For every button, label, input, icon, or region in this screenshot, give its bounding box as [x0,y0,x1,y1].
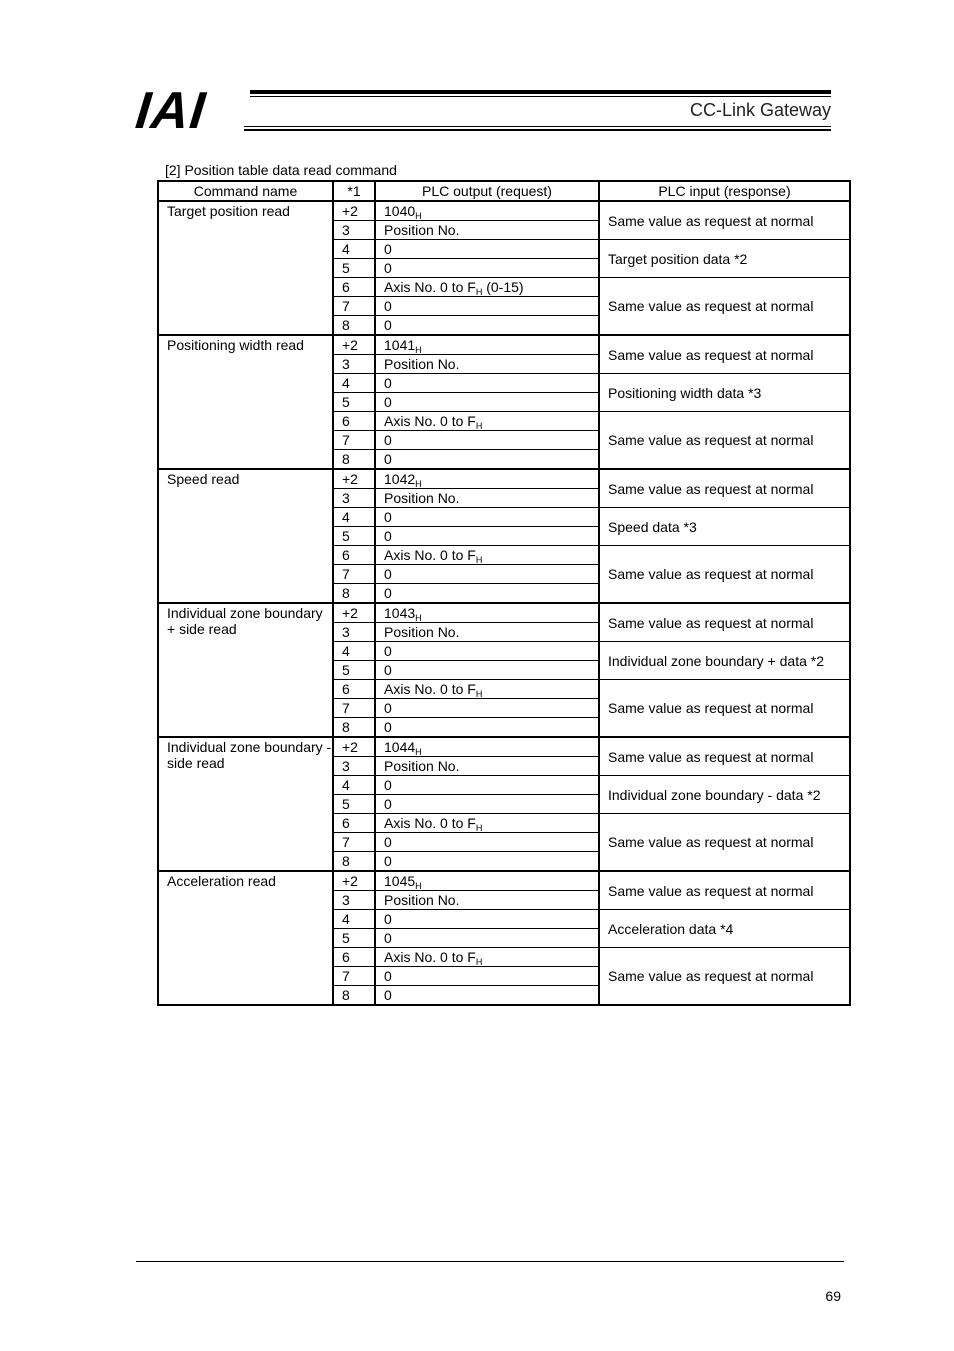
request-text: 1042 [384,471,416,487]
request-text: 0 [384,528,392,544]
request-value [375,221,599,240]
request-text: Axis No. 0 to F [384,949,476,965]
register-number: 3 [333,355,375,374]
request-text: 0 [384,432,392,448]
request-value [375,393,599,412]
register-number: 7 [333,565,375,584]
hex-suffix: H [475,555,483,565]
response-value: Same value as request at normal [599,948,850,1006]
request-text: 0 [384,700,392,716]
request-value [375,469,599,489]
register-number: +2 [333,871,375,891]
hex-suffix: H [415,881,422,891]
request-value [375,335,599,355]
request-text: Position No. [384,356,460,372]
request-value [375,278,599,297]
register-number: 8 [333,986,375,1006]
section-title: [2] Position table data read command [165,162,397,178]
register-number: 5 [333,929,375,948]
request-text: 0 [384,853,392,869]
request-value [375,450,599,470]
register-number: +2 [333,335,375,355]
request-text: 0 [384,394,392,410]
register-number: 6 [333,278,375,297]
request-text: 1044 [384,739,416,755]
table-row [158,201,850,221]
request-text: Position No. [384,222,460,238]
command-name: Positioning width read [158,335,333,469]
register-number: 5 [333,795,375,814]
product-title: CC-Link Gateway [689,100,831,120]
hex-suffix: H [415,479,422,489]
request-value [375,986,599,1006]
request-value [375,757,599,776]
request-text: 1045 [384,873,416,889]
request-value [375,297,599,316]
request-text: Axis No. 0 to F [384,413,476,429]
register-number: 8 [333,316,375,336]
register-number: 7 [333,431,375,450]
register-number: +2 [333,737,375,757]
request-text: Axis No. 0 to F [384,681,476,697]
request-value [375,642,599,661]
header-rule [250,96,831,97]
request-value [375,259,599,278]
request-value [375,948,599,967]
request-value [375,929,599,948]
request-value [375,584,599,604]
request-text: Axis No. 0 to F [384,815,476,831]
hex-suffix: H [475,957,483,967]
request-text: 0 [384,930,392,946]
column-header: Command name [158,181,333,201]
request-value [375,412,599,431]
hex-suffix: H [475,287,483,297]
hex-suffix: H [475,689,483,699]
command-name: Speed read [158,469,333,603]
request-text: Position No. [384,892,460,908]
request-value [375,489,599,508]
response-value: Individual zone boundary + data *2 [599,642,850,680]
hex-suffix: H [415,211,422,221]
column-header: PLC output (request) [375,181,599,201]
request-text: Position No. [384,490,460,506]
request-value [375,699,599,718]
response-value: Speed data *3 [599,508,850,546]
request-value [375,546,599,565]
response-value: Same value as request at normal [599,278,850,336]
footer-rule [136,1261,844,1262]
request-value [375,201,599,221]
request-value [375,910,599,929]
response-value: Same value as request at normal [599,335,850,374]
hex-suffix: H [415,747,422,757]
request-value [375,623,599,642]
response-value: Same value as request at normal [599,469,850,508]
register-number: 5 [333,661,375,680]
request-text: 0 [384,566,392,582]
response-value: Same value as request at normal [599,412,850,470]
request-text: Position No. [384,624,460,640]
register-number: 8 [333,450,375,470]
request-value [375,852,599,872]
response-value: Same value as request at normal [599,603,850,642]
request-text: 0 [384,509,392,525]
request-text: 0 [384,317,392,333]
response-value: Same value as request at normal [599,680,850,738]
register-number: 6 [333,680,375,699]
request-text: 0 [384,662,392,678]
register-number: 6 [333,412,375,431]
request-value [375,603,599,623]
hex-suffix: H [475,823,483,833]
request-value [375,316,599,336]
register-number: 8 [333,852,375,872]
request-text: 0 [384,987,392,1003]
request-value [375,431,599,450]
request-text: 0 [384,585,392,601]
register-number: 4 [333,642,375,661]
request-text: 0 [384,968,392,984]
response-value: Same value as request at normal [599,871,850,910]
hex-suffix: H [475,421,483,431]
request-value [375,527,599,546]
table-row [158,603,850,623]
hex-suffix: H [415,345,422,355]
hex-suffix: H [415,613,422,623]
register-number: 3 [333,891,375,910]
request-value [375,374,599,393]
request-value [375,355,599,374]
register-number: +2 [333,201,375,221]
request-text: 0 [384,834,392,850]
request-value [375,508,599,527]
request-text: Axis No. 0 to F [384,547,476,563]
register-number: 4 [333,776,375,795]
header-rule [244,129,831,131]
request-text: 0 [384,451,392,467]
request-value [375,680,599,699]
register-number: 6 [333,814,375,833]
request-value [375,967,599,986]
table-row [158,871,850,891]
request-text: 0 [384,911,392,927]
request-text: 0 [384,719,392,735]
command-name: Individual zone boundary - side read [158,737,333,871]
request-value [375,661,599,680]
request-value [375,718,599,738]
header-rule [244,126,831,127]
response-value: Acceleration data *4 [599,910,850,948]
column-header: *1 [333,181,375,201]
response-value: Positioning width data *3 [599,374,850,412]
response-value: Same value as request at normal [599,814,850,872]
register-number: 3 [333,757,375,776]
register-number: +2 [333,469,375,489]
register-number: 5 [333,393,375,412]
table-header-row [158,181,850,201]
request-text: 0 [384,796,392,812]
page-number: 69 [825,1288,841,1304]
request-text: 0 [384,298,392,314]
request-value [375,565,599,584]
table-row [158,737,850,757]
register-number: 5 [333,259,375,278]
register-number: 4 [333,240,375,259]
command-name: Individual zone boundary + side read [158,603,333,737]
request-text: 1041 [384,337,416,353]
request-text: 0 [384,241,392,257]
request-value [375,833,599,852]
register-number: 7 [333,297,375,316]
request-value [375,240,599,259]
table-row [158,469,850,489]
response-value: Target position data *2 [599,240,850,278]
register-number: 8 [333,584,375,604]
register-number: 6 [333,948,375,967]
column-header: PLC input (response) [599,181,850,201]
register-number: 4 [333,508,375,527]
command-name: Target position read [158,201,333,335]
header-rule [250,90,831,94]
register-number: 8 [333,718,375,738]
register-number: 4 [333,910,375,929]
iai-logo: IAI [132,82,209,140]
command-table [157,180,851,1006]
response-value: Same value as request at normal [599,737,850,776]
request-text: 0 [384,375,392,391]
request-value [375,814,599,833]
request-note: (0-15) [482,279,524,295]
request-value [375,795,599,814]
register-number: 4 [333,374,375,393]
request-text: 1040 [384,203,416,219]
register-number: 7 [333,699,375,718]
register-number: 3 [333,221,375,240]
register-number: 6 [333,546,375,565]
response-value: Same value as request at normal [599,201,850,240]
request-value [375,737,599,757]
register-number: 3 [333,623,375,642]
request-value [375,871,599,891]
response-value: Individual zone boundary - data *2 [599,776,850,814]
register-number: 7 [333,967,375,986]
register-number: +2 [333,603,375,623]
request-text: Position No. [384,758,460,774]
request-text: Axis No. 0 to F [384,279,476,295]
request-value [375,776,599,795]
request-text: 0 [384,643,392,659]
register-number: 5 [333,527,375,546]
request-text: 0 [384,777,392,793]
table-row [158,335,850,355]
register-number: 3 [333,489,375,508]
request-text: 1043 [384,605,416,621]
command-name: Acceleration read [158,871,333,1005]
register-number: 7 [333,833,375,852]
request-value [375,891,599,910]
request-text: 0 [384,260,392,276]
response-value: Same value as request at normal [599,546,850,604]
